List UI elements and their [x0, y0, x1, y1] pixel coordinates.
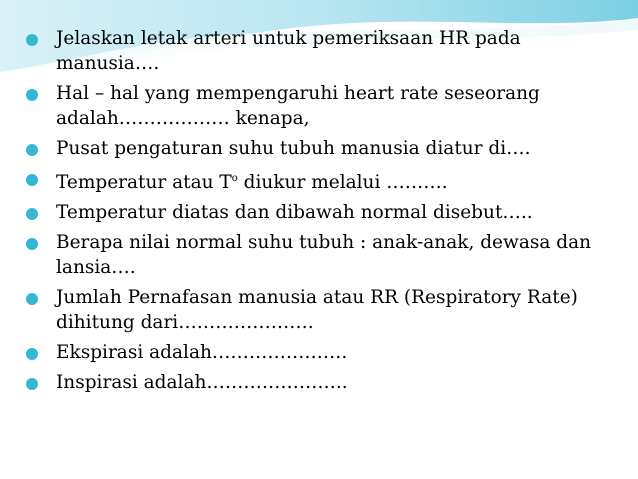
list-item — [26, 230, 626, 280]
item-text: Pusat pengaturan suhu tubuh manusia diatur di…. — [56, 138, 531, 159]
bullet-icon — [26, 348, 38, 360]
bullet-icon — [26, 378, 38, 390]
degree-superscript: o — [231, 173, 238, 184]
item-text-after: diukur melalui ………. — [237, 172, 448, 194]
bullet-icon — [26, 174, 38, 186]
bullet-icon — [26, 208, 38, 220]
item-text: Jelaskan letak arteri untuk pemeriksaan HR pada manusia…. — [56, 28, 521, 74]
list-item — [26, 166, 626, 195]
bullet-icon — [26, 89, 38, 101]
bullet-icon — [26, 238, 38, 250]
bullet-list — [26, 26, 626, 400]
item-text — [56, 166, 626, 195]
bullet-icon — [26, 34, 38, 46]
list-item — [26, 136, 626, 161]
item-text: Temperatur diatas dan dibawah normal disebut….. — [56, 202, 533, 224]
list-item — [26, 340, 626, 365]
list-item — [26, 200, 626, 225]
item-text: Ekspirasi adalah…………………. — [56, 342, 348, 364]
item-text: Jumlah Pernafasan manusia atau RR (Respiratory Rate) dihitung dari…………………. — [56, 287, 578, 334]
item-text: Hal – hal yang mempengaruhi heart rate seseorang adalah……………… kenapa, — [56, 83, 540, 129]
bullet-icon — [26, 144, 38, 156]
list-item — [26, 81, 626, 131]
item-text: Inspirasi adalah………………….. — [56, 372, 348, 394]
item-text-before: Temperatur atau T — [56, 172, 232, 194]
list-item — [26, 285, 626, 335]
list-item — [26, 370, 626, 395]
bullet-icon — [26, 293, 38, 305]
item-text: Berapa nilai normal suhu tubuh : anak-anak, dewasa dan lansia…. — [56, 232, 592, 279]
list-item — [26, 26, 626, 76]
